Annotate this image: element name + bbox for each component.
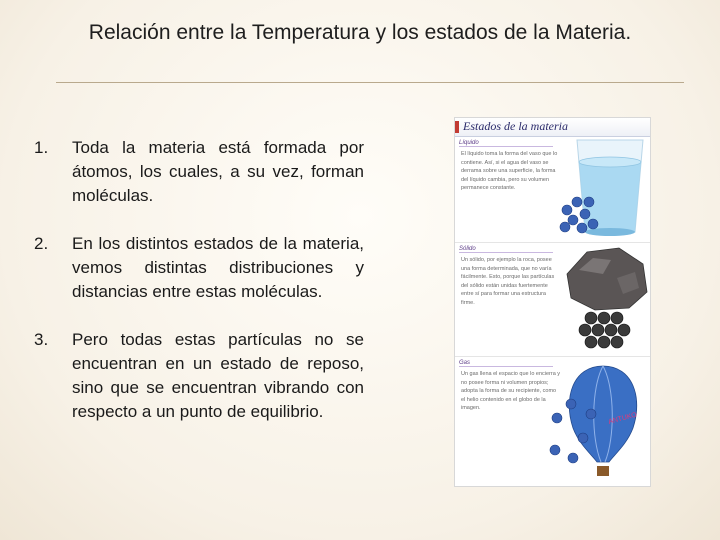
balloon-lettering: ANTUKO: [607, 411, 638, 426]
figure-title: Estados de la materia: [463, 119, 568, 133]
numbered-list: [34, 136, 364, 448]
list-item: [34, 136, 364, 208]
section-label-gas: Gas: [459, 360, 553, 367]
section-text-gas: Un gas llena el espacio que lo encierra y no posee forma ni volumen propios; adopta la forma de su recipiente, como el helio contenido en el globo de la imagen.: [461, 371, 561, 411]
list-item-number: 1.: [34, 138, 49, 157]
list-item-text: En los distintos estados de la materia, vemos distintas distribuciones y distancias entre estas moléculas.: [72, 234, 364, 301]
list-item: [34, 328, 364, 424]
solid-molecules: [579, 312, 630, 348]
title-divider: [56, 82, 684, 83]
section-label-liquid: Líquido: [459, 140, 553, 147]
section-text-liquid: El líquido toma la forma del vaso que lo contiene. Así, si el agua del vaso se derrama sobre una superficie, la forma del líquido cambia, pero su volumen permanece constante.: [461, 151, 558, 191]
glass-of-water-illustration: [555, 132, 650, 240]
list-item-number: 2.: [34, 234, 49, 253]
section-divider: [455, 356, 650, 357]
list-item-number: 3.: [34, 330, 49, 349]
rock-illustration: [559, 244, 650, 356]
list-item-text: Pero todas estas partículas no se encuentran en un estado de reposo, sino que se encuentran vibrando con respecto a un punto de equilibrio.: [72, 330, 364, 421]
section-text-solid: Un sólido, por ejemplo la roca, posee una forma determinada, que no varía fácilmente. Esto, porque las partículas del sólido están unidas fuertemente entre sí para formar una estructura firme.: [461, 257, 555, 306]
list-item: [34, 232, 364, 304]
section-divider: [455, 242, 650, 243]
hot-air-balloon-illustration: [543, 358, 650, 486]
section-label-solid: Sólido: [459, 246, 553, 253]
list-item-text: Toda la materia está formada por átomos, los cuales, a su vez, forman moléculas.: [72, 138, 364, 205]
figure-accent-bar: [455, 121, 459, 133]
slide-title: Relación entre la Temperatura y los estados de la Materia.: [88, 21, 632, 44]
states-of-matter-figure: [454, 117, 651, 487]
